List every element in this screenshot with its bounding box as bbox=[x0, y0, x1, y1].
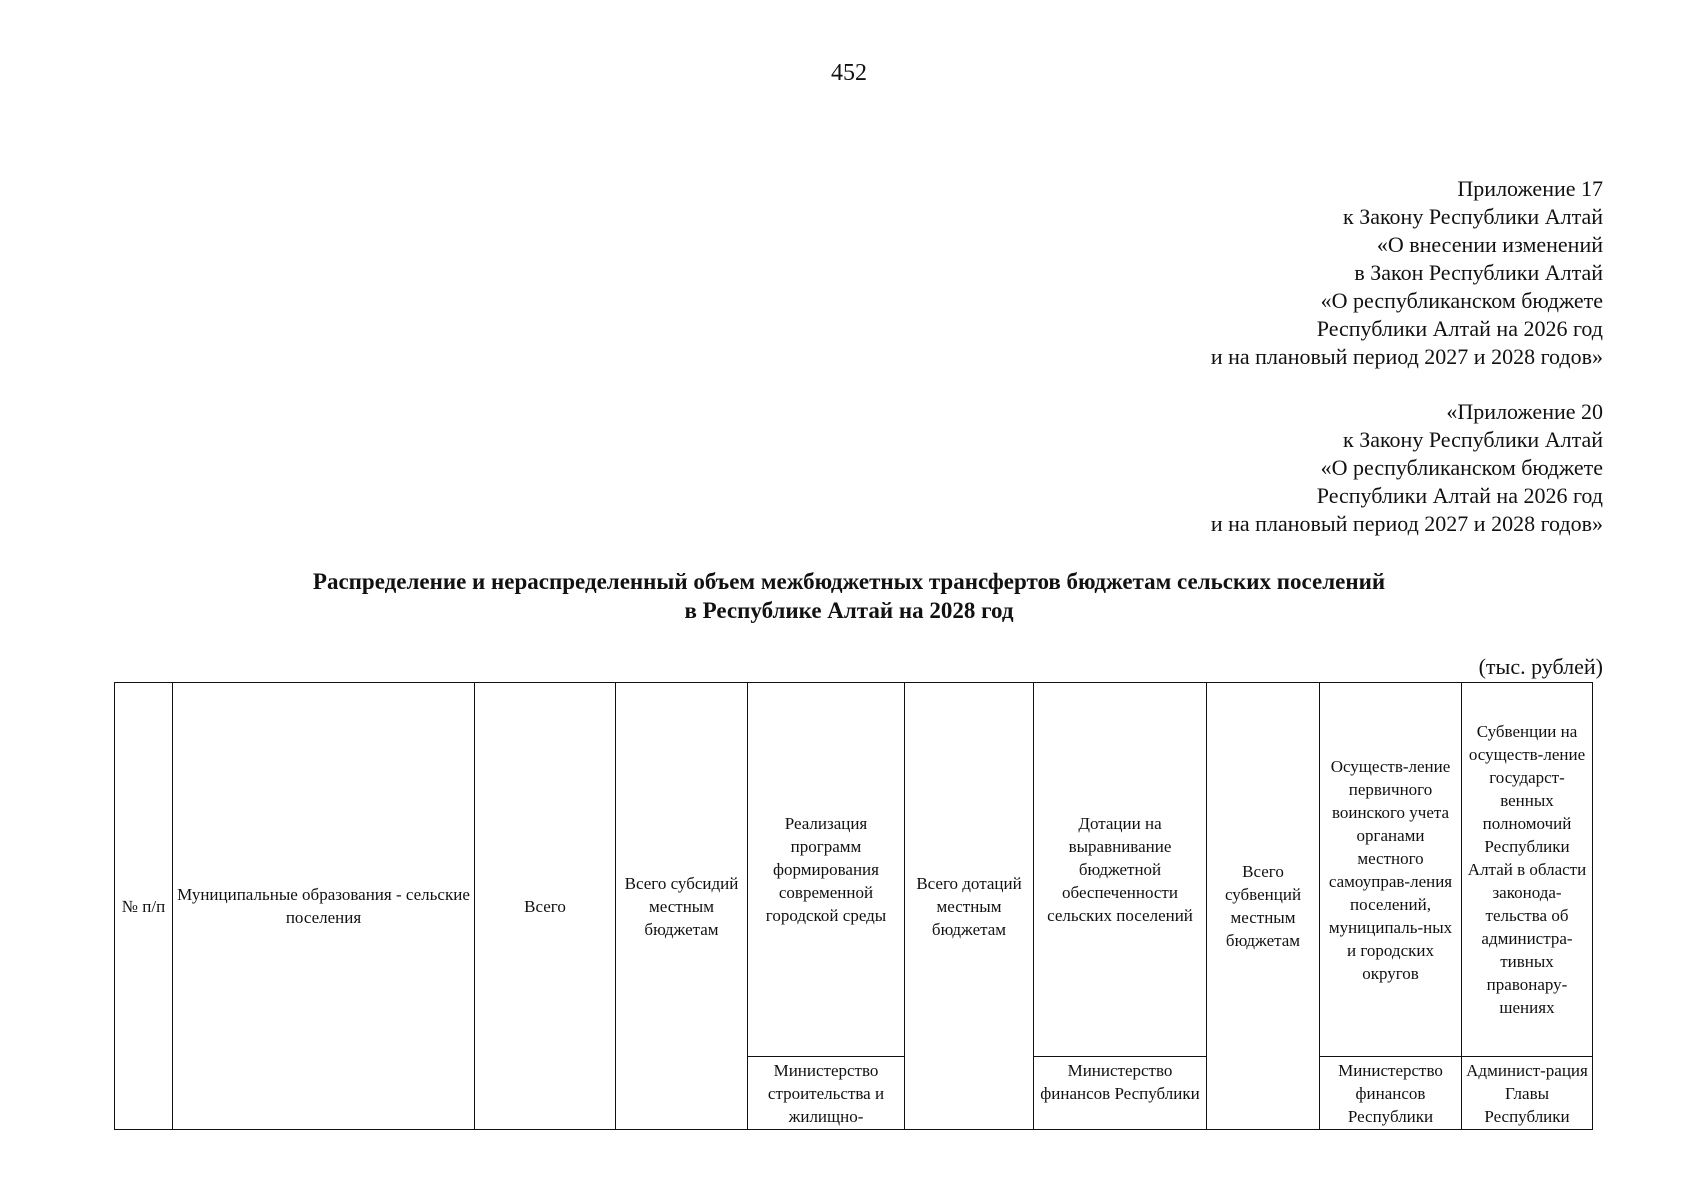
appendix-line: «Приложение 20 bbox=[1446, 399, 1603, 424]
document-title-line-1: Распределение и нераспределенный объем межбюджетных трансфертов бюджетам сельских поселений bbox=[312, 569, 1386, 594]
ministry-construction bbox=[748, 1057, 905, 1130]
header-admin-offenses: Субвенции на осуществ-ление государст-венных полномочий Республики Алтай в области законода-тельства об администра-тивных правонару-шениях bbox=[1462, 683, 1593, 1057]
appendix-line: и на плановый период 2027 и 2028 годов» bbox=[1210, 511, 1603, 536]
ministry-finance-equalization bbox=[1034, 1057, 1207, 1130]
header-num: № п/п bbox=[115, 683, 173, 1130]
header-total-subsidies: Всего субсидий местным бюджетам bbox=[616, 683, 748, 1130]
header-military-record: Осуществ-ление первичного воинского учета органами местного самоуправ-ления поселений, муниципаль-ных и городских округов bbox=[1320, 683, 1462, 1057]
administration-head-text: Админист-рация Главы Республики bbox=[1466, 1061, 1588, 1126]
header-total: Всего bbox=[475, 683, 616, 1130]
administration-head bbox=[1462, 1057, 1593, 1130]
ministry-finance-military-text: Министерство финансов Республики bbox=[1338, 1061, 1443, 1126]
appendix-line: «О внесении изменений bbox=[1376, 232, 1603, 257]
ministry-finance-equalization-text: Министерство финансов Республики bbox=[1040, 1061, 1200, 1103]
header-total-subventions: Всего субвенций местным бюджетам bbox=[1207, 683, 1320, 1130]
appendix-line: «О республиканском бюджете bbox=[1320, 455, 1603, 480]
header-equalization-dotations: Дотации на выравнивание бюджетной обеспеченности сельских поселений bbox=[1034, 683, 1207, 1057]
header-urban-environment: Реализация программ формирования современной городской среды bbox=[748, 683, 905, 1057]
appendix-line: и на плановый период 2027 и 2028 годов» bbox=[1210, 344, 1603, 369]
appendix-line: в Закон Республики Алтай bbox=[1354, 260, 1603, 285]
transfers-table bbox=[114, 682, 1593, 1130]
appendix-line: Республики Алтай на 2026 год bbox=[1316, 316, 1603, 341]
appendix-line: Республики Алтай на 2026 год bbox=[1316, 483, 1603, 508]
header-municipalities: Муниципальные образования - сельские поселения bbox=[173, 683, 475, 1130]
units-label: (тыс. рублей) bbox=[1478, 654, 1603, 679]
ministry-construction-text: Министерство строительства и жилищно- bbox=[767, 1061, 885, 1126]
header-total-dotations: Всего дотаций местным бюджетам bbox=[905, 683, 1034, 1130]
page-number: 452 bbox=[831, 60, 867, 86]
document-title bbox=[0, 567, 1698, 625]
document-title-line-2: в Республике Алтай на 2028 год bbox=[684, 598, 1014, 623]
ministry-finance-military bbox=[1320, 1057, 1462, 1130]
appendix-17-reference bbox=[1211, 175, 1603, 371]
appendix-20-reference bbox=[1211, 398, 1603, 538]
appendix-line: «О республиканском бюджете bbox=[1320, 288, 1603, 313]
appendix-line: к Закону Республики Алтай bbox=[1343, 427, 1603, 452]
appendix-line: Приложение 17 bbox=[1457, 176, 1603, 201]
appendix-line: к Закону Республики Алтай bbox=[1343, 204, 1603, 229]
